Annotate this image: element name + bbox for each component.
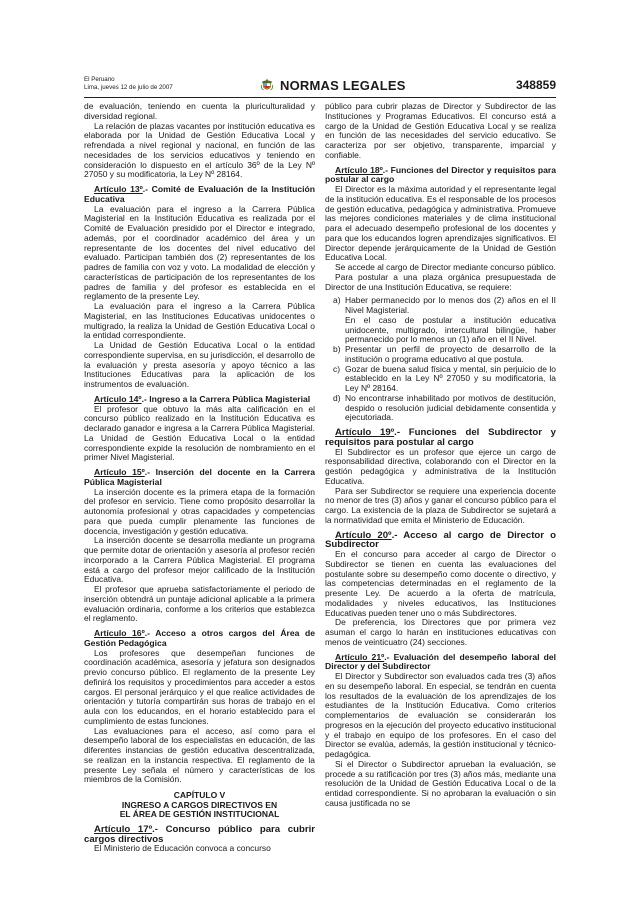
section-title: NORMAS LEGALES: [280, 77, 406, 93]
paragraph: Las evaluaciones para el acceso, así como para el desempeño laboral de los especialistas en educación, de las diferentes instancias de gestión educativa descentralizada, se realizan en la instancia respectiva. El reglamento de la presente Ley señala el número y características de los miembros de la Comisión.: [84, 725, 315, 785]
article-title: .- Funciones del Director y requisitos para postular al cargo: [325, 164, 556, 185]
list-letter: b): [333, 344, 341, 354]
article-title: .- Acceso al cargo de Director o Subdirector: [325, 529, 556, 551]
publication-date: Lima, jueves 12 de julio de 2007: [84, 84, 173, 92]
article-title: .- Acceso a otros cargos del Área de Gestión Pedagógica: [84, 628, 316, 648]
article-number: Artículo 17º: [94, 823, 153, 835]
article-16-heading: [84, 629, 315, 649]
peruvian-coat-of-arms-icon: [260, 78, 274, 92]
article-title: .- Ingreso a la Carrera Pública Magisterial: [141, 393, 311, 404]
header-rule: [84, 97, 556, 98]
paragraph: Se accede al cargo de Director mediante concurso público.: [335, 262, 556, 272]
paragraph: La evaluación para el ingreso a la Carrera Pública Magisterial, en las Instituciones Educativas unidocentes o multigrado, la realiza la Unidad de Gestión Educativa Local o la entidad correspondiente.: [84, 301, 315, 341]
article-13-heading: [84, 185, 315, 205]
right-column: [325, 102, 556, 809]
article-17-heading: [84, 825, 315, 845]
list-item-text: Haber permanecido por lo menos dos (2) años en el II Nivel Magisterial.: [345, 295, 556, 315]
list-item: [325, 296, 556, 345]
paragraph: La Unidad de Gestión Educativa Local o la entidad correspondiente supervisa, en su jurisdicción, el desarrollo de la evaluación y presta asesoría y apoyo técnico a las Instituciones Educativas para la aplicación de los instrumentos de evaluación.: [84, 340, 315, 389]
list-item-text: No encontrarse inhabilitado por motivos de destitución, despido o resolución judicial debidamente consentida y ejecutoriada.: [345, 392, 556, 423]
article-number: Artículo 18º: [335, 164, 383, 175]
article-19-heading: [325, 428, 556, 448]
paragraph: La inserción docente se desarrolla mediante un programa que permite dotar de orientación y asesoría al profesor recién incorporado a la Carrera Pública Magisterial. El programa está a cargo del profesor mejor calificado de la Institución Educativa.: [84, 535, 315, 585]
paragraph: Para ser Subdirector se requiere una experiencia docente no menor de tres (3) años y ganar el concurso público para el cargo. La existencia de la plaza de Subdirector se sujetará a la normatividad que emita el Ministerio de Educación.: [325, 485, 556, 525]
article-title: .- Funciones del Subdirector y requisitos para postular al cargo: [325, 427, 557, 448]
paragraph: La inserción docente es la primera etapa de la formación del profesor en servicio. Tiene como propósito desarrollar la autonomía profesional y otras capacidades y competencias para que pueda cumplir plenamente las funciones de docencia, investigación y gestión educativa.: [84, 486, 315, 536]
article-title: .- Evaluación del desempeño laboral del Director y del Subdirector: [325, 651, 557, 672]
paragraph: Los profesores que desempeñan funciones de coordinación académica, asesoría y jefatura son designados previo concurso público. El reglamento de la presente Ley definirá los requisitos y procedimientos para acceder a estos cargos. El personal jerárquico y el que realice actividades de orientación y tutoría compartirán sus horas de trabajo en el aula con los educandos, en el horario establecido para el cumplimiento de estas funciones.: [84, 647, 315, 726]
paragraph: público para cubrir plazas de Director y Subdirector de las Instituciones y Programas Educativos. El concurso está a cargo de la Unidad de Gestión Educativa Local y se realiza en función de las necesidades del servicio educativo. Se caracteriza por ser objetivo, transparente, imparcial y confiable.: [325, 101, 556, 160]
list-item: [325, 365, 556, 394]
article-number: Artículo 13º: [94, 184, 143, 194]
paragraph: El Ministerio de Educación convoca a concurso: [94, 843, 271, 854]
paragraph: De preferencia, los Directores que por primera vez asuman el cargo lo harán en instituciones educativas con menos de veinticuatro (24) secciones.: [325, 617, 556, 647]
requirements-list: [325, 296, 556, 423]
paragraph: El Director y Subdirector son evaluados cada tres (3) años en su desempeño laboral. En especial, se tendrán en cuenta los resultados de la evaluación de los aprendizajes de los estudiantes de la Institución Educativa. Como criterios complementarios de evaluación se considerarán los progresos en la ejecución del proyecto educativo institucional y el trabajo en equipo de los profesores. En el caso del Director se evalúa, además, la gestión institucional y técnico-pedagógica.: [325, 671, 556, 759]
chapter-title-line: EL ÁREA DE GESTIÓN INSTITUCIONAL: [119, 809, 280, 820]
chapter-title-line: INGRESO A CARGOS DIRECTIVOS EN: [121, 799, 278, 810]
article-title: .- Concurso público para cubrir cargos directivos: [84, 823, 315, 845]
article-number: Artículo 21º: [335, 651, 385, 662]
article-20-heading: [325, 531, 556, 551]
list-item: [325, 345, 556, 365]
paragraph: de evaluación, teniendo en cuenta la pluriculturalidad y diversidad regional.: [84, 101, 315, 121]
paragraph: La relación de plazas vacantes por institución educativa es elaborada por la Unidad de Gestión Educativa Local y refrendada a nivel regional y nacional, en función de las necesidades de los servicios educativos y teniendo en consideración lo dispuesto en el artículo 36º de la Ley Nº 27050 y su modificatoria, la Ley Nº 28164.: [84, 120, 315, 180]
list-item: [325, 394, 556, 423]
paragraph: Para postular a una plaza orgánica presupuestada de Director de una Institución Educativa, se requiere:: [325, 271, 556, 292]
page-number: 348859: [515, 78, 556, 92]
paragraph: El Director es la máxima autoridad y el representante legal de la institución educativa. Es el responsable de los procesos de gestión educativa, pedagógica y administrativa. Promueve las mejores condiciones materiales y de clima institucional para el adecuado desempeño profesional de los docentes y para que los educandos logren aprendizajes significativos. El Director depende jerárquicamente de la Unidad de Gestión Educativa Local.: [325, 184, 556, 263]
paragraph: En el concurso para acceder al cargo de Director o Subdirector se tienen en cuenta las evaluaciones del postulante sobre su desempeño como docente o directivo, y las competencias determinadas en el reglamento de la presente Ley. De acuerdo a la oferta de matrícula, modalidades y niveles educativos, las Instituciones Educativas pueden tener uno o más Subdirectores.: [325, 549, 556, 618]
article-18-heading: [325, 166, 556, 186]
publication-info: [84, 76, 173, 93]
article-number: Artículo 16º: [94, 628, 145, 638]
page-header: [84, 74, 556, 96]
chapter-number: CAPÍTULO V: [173, 790, 226, 800]
article-number: Artículo 15º: [94, 467, 145, 477]
article-title: .- Comité de Evaluación de la Institución Educativa: [84, 184, 315, 204]
paragraph: El profesor que aprueba satisfactoriamente el periodo de inserción obtendrá un puntaje adicional aplicable a la primera evaluación ordinaria, conforme a los criterios que establezca el reglamento.: [84, 584, 315, 624]
list-letter: a): [333, 295, 341, 306]
article-number: Artículo 20º: [335, 529, 392, 541]
list-item-text: Presentar un perfil de proyecto de desarrollo de la institución o programa educativo al que postula.: [345, 344, 556, 364]
article-number: Artículo 19º: [335, 427, 395, 438]
paragraph: La evaluación para el ingreso a la Carrera Pública Magisterial en la Institución Educativa es realizada por el Comité de Evaluación presidido por el Director e integrado, además, por el coordinador académico del área y un representante de los docentes del nivel educativo del evaluado. Participan también dos (2) representantes de los padres de familia con voz y voto. La modalidad de elección y características de participación de los representantes de los padres de familia y del profesor es establecida en el reglamento de la presente Ley.: [84, 203, 315, 302]
article-number: Artículo 14º: [94, 393, 142, 404]
paragraph: Si el Director o Subdirector aprueban la evaluación, se procede a su ratificación por tres (3) años más, mediante una resolución de la Unidad de Gestión Educativa Local o de la entidad correspondiente. Si no aprobaran la evaluación o sin causa justificada no se: [325, 758, 556, 808]
paragraph: El Subdirector es un profesor que ejerce un cargo de responsabilidad directiva, colaborando con el Director en la gestión pedagógica y administrativa de la Institución Educativa.: [325, 446, 556, 486]
list-item-text: Gozar de buena salud física y mental, sin perjuicio de lo establecido en la Ley Nº 27050 y su modificatoria, la Ley Nº 28164.: [345, 363, 556, 393]
list-item-extra: En el caso de postular a institución educativa unidocente, multigrado, intercultural bilingüe, haber permanecido por lo menos un (1) año en el II Nivel.: [345, 314, 556, 345]
list-letter: c): [333, 363, 341, 374]
chapter-heading: [84, 791, 315, 820]
left-column: [84, 102, 315, 854]
list-letter: d): [333, 392, 341, 403]
article-21-heading: [325, 653, 556, 673]
article-title: .- Inserción del docente en la Carrera Pública Magisterial: [84, 467, 315, 487]
publication-name: El Peruano: [84, 76, 115, 83]
paragraph: El profesor que obtuvo la más alta calificación en el concurso público realizado en la Institución Educativa es declarado ganador e ingresa a la Carrera Pública Magisterial. La Unidad de Gestión Educativa Local o la entidad correspondiente expide la resolución de nombramiento en el primer Nivel Magisterial.: [84, 403, 315, 463]
section-heading: [260, 76, 406, 94]
article-15-heading: [84, 468, 315, 488]
